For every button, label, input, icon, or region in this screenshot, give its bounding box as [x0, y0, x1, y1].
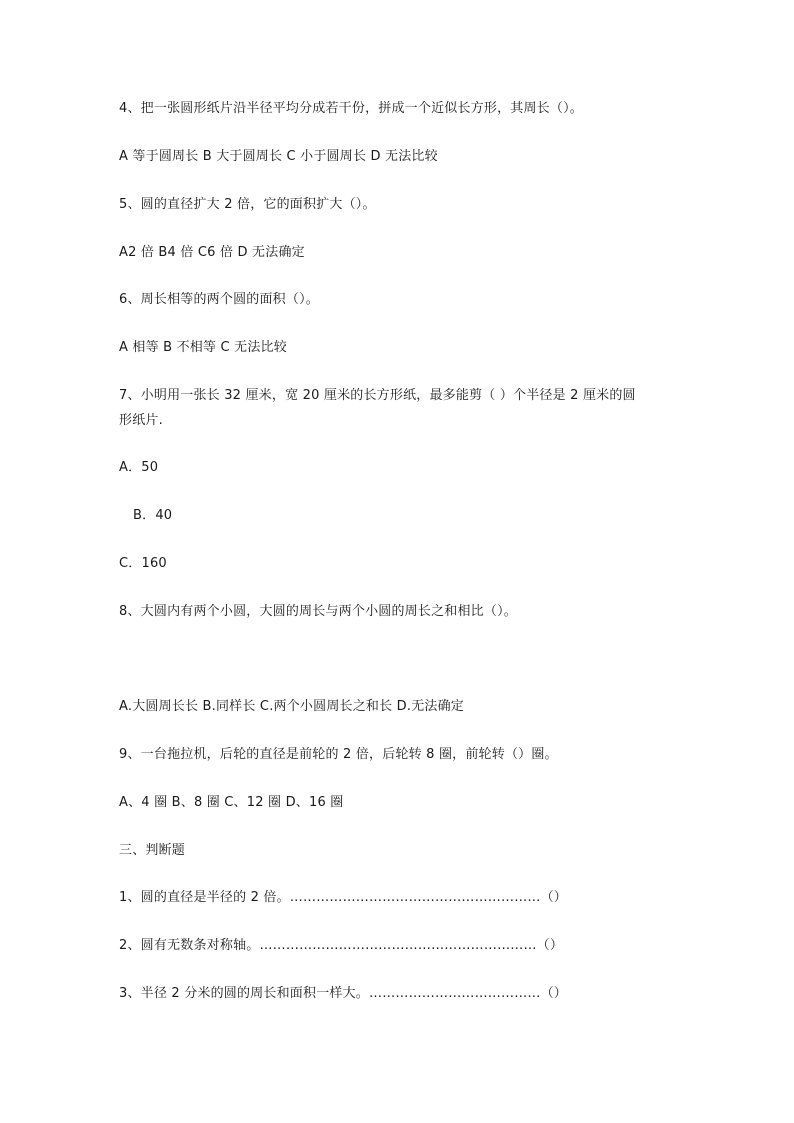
judgement-1: 1、圆的直径是半径的 2 倍。…………………………………………………（）	[119, 890, 568, 905]
question-9-options: A、4 圈 B、8 圈 C、12 圈 D、16 圈	[119, 795, 344, 810]
question-7-option-c: C．160	[119, 556, 167, 571]
question-8: 8、大圆内有两个小圆，大圆的周长与两个小圆的周长之和相比（）。	[119, 604, 517, 619]
question-8-options: A.大圆周长长 B.同样长 C.两个小圆周长之和长 D.无法确定	[119, 699, 464, 714]
question-5: 5、圆的直径扩大 2 倍，它的面积扩大（）。	[119, 197, 376, 212]
question-4-options: A 等于圆周长 B 大于圆周长 C 小于圆周长 D 无法比较	[119, 149, 438, 164]
question-9: 9、一台拖拉机，后轮的直径是前轮的 2 倍，后轮转 8 圈，前轮转（）圈。	[119, 747, 558, 762]
judgement-3: 3、半径 2 分米的圆的周长和面积一样大。…………………………………（）	[119, 986, 568, 1001]
question-4: 4、把一张圆形纸片沿半径平均分成若干份，拼成一个近似长方形，其周长（）。	[119, 101, 583, 116]
question-7-continuation: 形纸片.	[119, 413, 163, 428]
question-6: 6、周长相等的两个圆的面积（）。	[119, 292, 319, 307]
judgement-2: 2、圆有无数条对称轴。………………………………………………………（）	[119, 938, 564, 953]
question-5-options: A2 倍 B4 倍 C6 倍 D 无法确定	[119, 245, 305, 260]
section-heading-judgement: 三、判断题	[119, 843, 186, 858]
question-6-options: A 相等 B 不相等 C 无法比较	[119, 340, 287, 355]
question-7: 7、小明用一张长 32 厘米，宽 20 厘米的长方形纸，最多能剪（ ）个半径是 2 厘米的圆	[119, 388, 636, 403]
question-7-option-a: A．50	[119, 460, 159, 475]
question-7-option-b: B．40	[133, 508, 173, 523]
